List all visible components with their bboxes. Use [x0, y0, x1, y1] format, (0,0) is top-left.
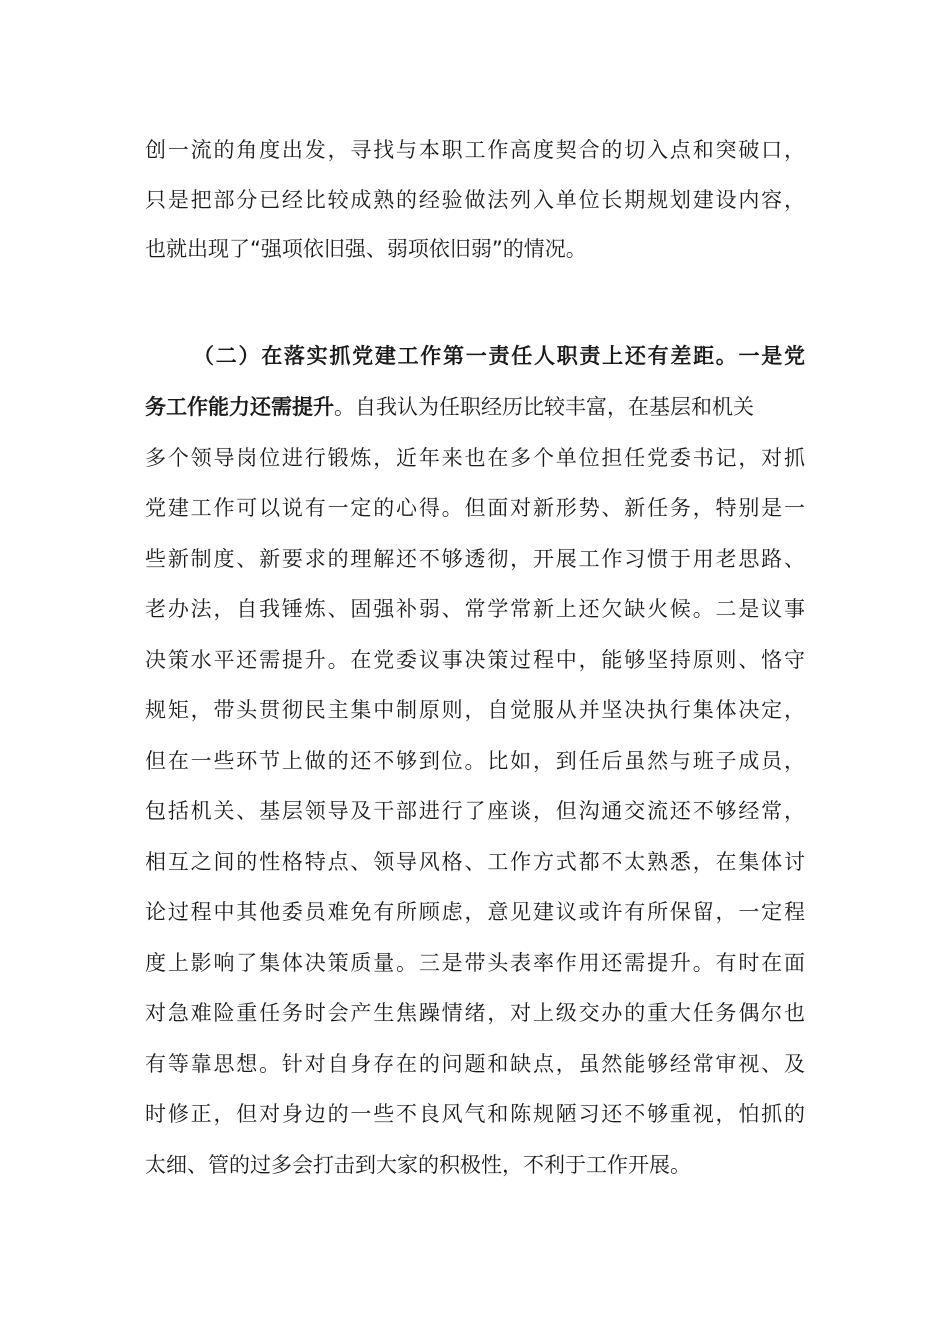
paragraph2-line: 党建工作可以说有一定的心得。但面对新形势、新任务，特别是一	[145, 496, 805, 520]
paragraph2-heading-line: （二）在落实抓党建工作第一责任人职责上还有差距。一是党	[193, 344, 805, 368]
paragraph2-line: 包括机关、基层领导及干部进行了座谈，但沟通交流还不够经常，	[145, 799, 805, 823]
paragraph2-line: 些新制度、新要求的理解还不够透彻，开展工作习惯于用老思路、	[145, 547, 805, 571]
paragraph2-line: 老办法，自我锤炼、固强补弱、常学常新上还欠缺火候。二是议事	[145, 597, 805, 621]
paragraph2-line: 论过程中其他委员难免有所顾虑，意见建议或许有所保留，一定程	[145, 900, 805, 924]
paragraph2-line: 规矩，带头贯彻民主集中制原则，自觉服从并坚决执行集体决定，	[145, 698, 805, 722]
paragraph2-line: 有等靠思想。针对自身存在的问题和缺点，虽然能够经常审视、及	[145, 1052, 805, 1076]
paragraph2-line: 多个领导岗位进行锻炼，近年来也在多个单位担任党委书记，对抓	[145, 446, 805, 470]
paragraph2-bold-phrase: 务工作能力还需提升	[145, 395, 334, 419]
paragraph2-line: 相互之间的性格特点、领导风格、工作方式都不太熟悉，在集体讨	[145, 850, 805, 874]
paragraph1-line: 只是把部分已经比较成熟的经验做法列入单位长期规划建设内容，	[145, 188, 805, 212]
paragraph2-line: 度上影响了集体决策质量。三是带头表率作用还需提升。有时在面	[145, 951, 805, 975]
paragraph2-text: 。自我认为任职经历比较丰富，在基层和机关	[334, 395, 754, 419]
paragraph2-line: 对急难险重任务时会产生焦躁情绪，对上级交办的重大任务偶尔也	[145, 1001, 805, 1025]
paragraph2-line: 但在一些环节上做的还不够到位。比如，到任后虽然与班子成员，	[145, 749, 805, 773]
paragraph1-line: 也就出现了“强项依旧强、弱项依旧弱”的情况。	[145, 237, 587, 261]
paragraph2-line: 决策水平还需提升。在党委议事决策过程中，能够坚持原则、恪守	[145, 648, 805, 672]
paragraph2-line: 太细、管的过多会打击到大家的积极性，不利于工作开展。	[145, 1153, 691, 1177]
paragraph1-line: 创一流的角度出发，寻找与本职工作高度契合的切入点和突破口，	[145, 138, 805, 162]
paragraph2-line	[145, 392, 805, 422]
paragraph2-line: 时修正，但对身边的一些不良风气和陈规陋习还不够重视，怕抓的	[145, 1102, 805, 1126]
